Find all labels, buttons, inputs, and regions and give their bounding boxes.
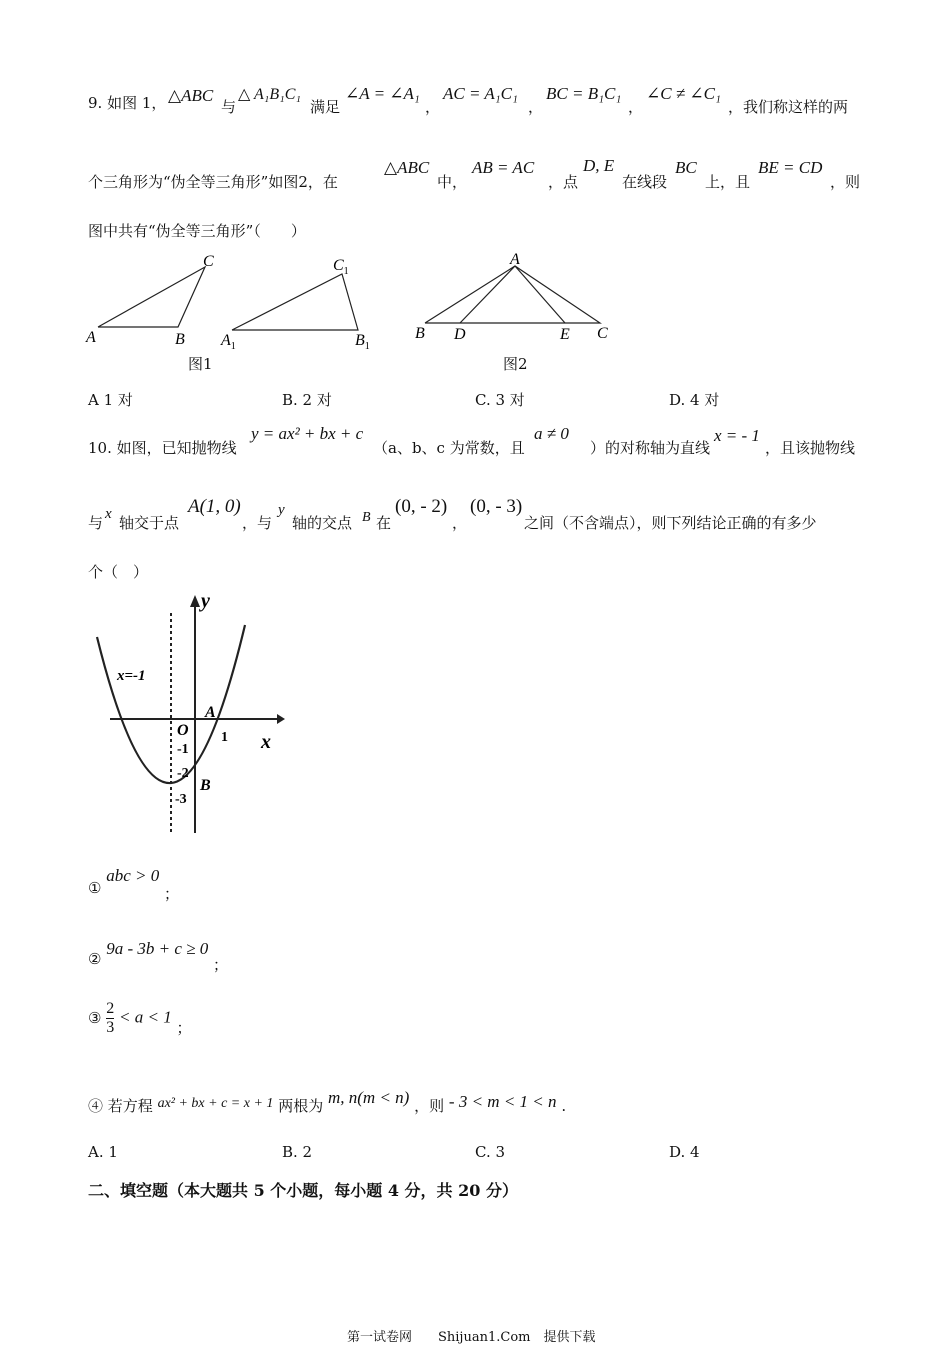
item-end: ； — [176, 1018, 192, 1037]
graph-label-m3: -3 — [175, 792, 187, 807]
q10-text: 之间（不含端点），则下列结论正确的有多少 — [524, 514, 817, 532]
footer-text: 第一试卷网 Shijuan1.Com 提供下载 — [347, 1330, 596, 1345]
q9-option-b: B. 2 对 — [282, 391, 332, 409]
item-num: ④ 若方程 — [88, 1097, 153, 1115]
q9-text: ，我们称这样的两 — [728, 98, 849, 116]
fig1-label-a1: $A_1$ — [221, 332, 236, 352]
q10-eq: y = ax² + bx + c — [251, 424, 364, 443]
q9-text: 中， — [437, 173, 468, 191]
q10-cond: a ≠ 0 — [534, 424, 569, 443]
fig1-label-c1: $C_1$ — [333, 257, 349, 277]
item-end: ； — [164, 885, 180, 903]
q10-option-d: D. 4 — [669, 1143, 700, 1161]
fig2-label-e: E — [560, 326, 570, 343]
graph-label-m2: -2 — [177, 766, 189, 781]
item-math: 9a - 3b + c ≥ 0 — [106, 939, 209, 958]
q9-text: 满足 — [310, 98, 341, 116]
q10-text: 轴的交点 — [292, 514, 353, 532]
q9-text: 与 — [221, 98, 237, 116]
item-math: abc > 0 — [106, 866, 160, 885]
q10-text: ，与 — [242, 514, 273, 532]
fig2-triangle-abc — [425, 266, 600, 323]
fig2-label-d: D — [454, 326, 466, 343]
q9-cond5: AB = AC — [472, 158, 535, 177]
fig2-label-a: A — [510, 251, 520, 268]
frac-num: 2 — [106, 1000, 115, 1017]
q10-text: 10. 如图，已知抛物线 — [88, 439, 237, 457]
graph-label-axis: x=-1 — [117, 668, 146, 684]
q10-x: x — [105, 506, 112, 522]
q10-text: ）的对称轴为直线 — [590, 439, 711, 457]
q10-p2: (0, - 3) — [470, 496, 523, 517]
item-end: . — [561, 1097, 567, 1115]
q10-option-a: A. 1 — [88, 1143, 118, 1161]
q10-text: 轴交于点 — [119, 514, 180, 532]
item-math: < a < 1 — [119, 1007, 172, 1027]
fig1-caption: 图1 — [188, 355, 213, 373]
q10-item-4 — [88, 1088, 567, 1116]
q10-text: 与 — [88, 514, 104, 532]
q10-text: 在 — [376, 514, 392, 532]
graph-label-y: y — [201, 590, 210, 612]
q10-item-3 — [88, 1000, 192, 1037]
q9-cond1: ∠A = ∠A₁ — [345, 84, 420, 103]
q9-text: 上，且 — [705, 173, 751, 191]
q10-text: 个（ ） — [88, 563, 149, 581]
q9-text: 9. 如图 1， — [88, 94, 167, 112]
item-end: ； — [213, 956, 229, 974]
item-text: 两根为 — [278, 1097, 324, 1115]
graph-label-1: 1 — [221, 730, 228, 745]
q10-p1: (0, - 2) — [395, 496, 448, 517]
q10-item-1 — [88, 866, 180, 903]
q10-item-2 — [88, 939, 229, 974]
fig1-triangle-abc — [98, 267, 205, 327]
q9-tri-a1b1c1: △ A₁B₁C₁ — [238, 86, 301, 103]
item-num: ① — [88, 879, 102, 897]
item-text: ，则 — [414, 1097, 445, 1115]
q9-pts-de: D, E — [583, 156, 615, 175]
q10-graph — [85, 585, 295, 840]
q10-point-a: A(1, 0) — [188, 496, 241, 517]
q9-cond6: BE = CD — [758, 158, 823, 177]
x-axis-arrow — [277, 714, 285, 724]
q9-option-d: D. 4 对 — [669, 391, 720, 409]
item-math: - 3 < m < 1 < n — [448, 1092, 557, 1111]
q9-cond3: BC = B₁C₁ — [546, 84, 622, 103]
q9-tri-abc2: △ABC — [384, 158, 430, 177]
q9-line1 — [88, 92, 166, 113]
fig2-label-c: C — [597, 325, 608, 342]
fig1-label-b: B — [175, 331, 185, 348]
fig1-label-a: A — [86, 329, 96, 346]
item-fraction — [106, 1000, 114, 1037]
y-axis-arrow — [190, 595, 200, 607]
section-2-heading: 二、填空题（本大题共 5 个小题，每小题 4 分，共 20 分） — [88, 1181, 518, 1200]
fig1-label-c: C — [203, 253, 214, 270]
graph-label-m1: -1 — [177, 742, 189, 757]
q9-text: ，点 — [548, 173, 579, 191]
fig2-segment-ad — [460, 266, 515, 323]
q9-seg-bc: BC — [675, 158, 697, 177]
fig2-label-b: B — [415, 325, 425, 342]
q9-text: ，则 — [830, 173, 861, 191]
item-math: m, n(m < n) — [327, 1088, 410, 1107]
q10-y: y — [278, 502, 285, 518]
q9-text: 个三角形为“伪全等三角形”如图2，在 — [88, 173, 338, 191]
item-num: ③ — [88, 1008, 102, 1027]
q9-option-c: C. 3 对 — [475, 391, 525, 409]
q9-cond4: ∠C ≠ ∠C₁ — [646, 84, 721, 103]
graph-label-x: x — [261, 731, 271, 753]
item-num: ② — [88, 950, 102, 968]
q10-option-b: B. 2 — [282, 1143, 313, 1161]
q9-cond2: AC = A₁C₁ — [443, 84, 518, 103]
q10-option-c: C. 3 — [475, 1143, 506, 1161]
q9-tri-abc: △ABC — [168, 86, 214, 105]
item-math: ax² + bx + c = x + 1 — [157, 1096, 274, 1111]
graph-label-b: B — [200, 777, 211, 794]
fig1-triangle-a1b1c1 — [232, 274, 358, 330]
q10-text: （a、b、c 为常数，且 — [373, 439, 525, 457]
fig2-caption: 图2 — [503, 355, 528, 373]
frac-den: 3 — [106, 1019, 115, 1036]
q10-axis: x = - 1 — [714, 426, 760, 445]
fig1-label-b1: $B_1$ — [355, 332, 370, 352]
graph-label-a: A — [205, 704, 216, 721]
q9-figures — [80, 250, 640, 375]
graph-label-o: O — [177, 722, 189, 739]
q9-option-a: A 1 对 — [88, 391, 133, 409]
q9-text: 在线段 — [622, 173, 668, 191]
q9-text: 图中共有“伪全等三角形”（ ） — [88, 222, 306, 240]
q10-text: ， — [452, 514, 468, 532]
q10-text: ，且该抛物线 — [765, 439, 856, 457]
q10-b: B — [362, 510, 371, 525]
